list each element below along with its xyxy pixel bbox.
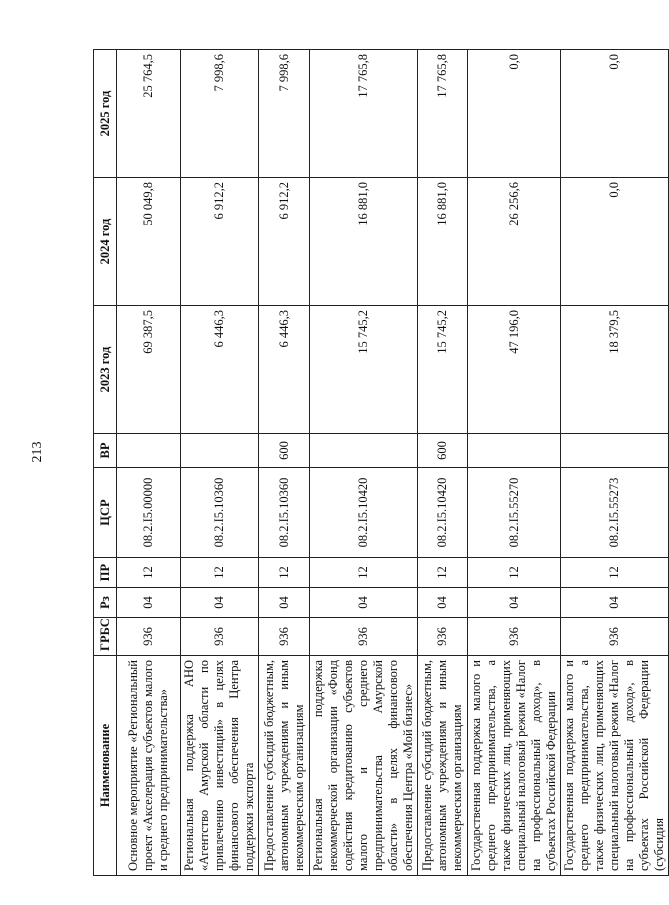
cell-2025: 0,0	[468, 50, 561, 178]
cell-rz: 04	[561, 588, 669, 618]
page-number: 213	[30, 441, 45, 463]
cell-csr: 08.2.I5.55273	[561, 468, 669, 558]
cell-2025: 0,0	[561, 50, 669, 178]
header-2024: 2024 год	[94, 178, 117, 306]
cell-pr: 12	[468, 558, 561, 588]
cell-grbs: 936	[117, 618, 181, 656]
cell-name: Основное мероприятие «Региональный проект «Акселерация субъектов малого и среднего предпринимательства»	[117, 656, 181, 876]
cell-csr: 08.2.I5.10360	[181, 468, 259, 558]
cell-vr: 600	[418, 434, 468, 468]
cell-rz: 04	[181, 588, 259, 618]
cell-2023: 15 745,2	[418, 306, 468, 434]
cell-2025: 17 765,8	[418, 50, 468, 178]
cell-2023: 18 379,5	[561, 306, 669, 434]
cell-pr: 12	[117, 558, 181, 588]
cell-2023: 6 446,3	[181, 306, 259, 434]
header-name: Наименование	[94, 656, 117, 876]
cell-grbs: 936	[561, 618, 669, 656]
cell-name: Предоставление субсидий бюджетным, автономным учреждениям и иным некоммерческим организациям	[418, 656, 468, 876]
cell-2023: 6 446,3	[259, 306, 310, 434]
table-row	[310, 50, 418, 876]
cell-pr: 12	[181, 558, 259, 588]
header-grbs: ГРБС	[94, 618, 117, 656]
cell-pr: 12	[310, 558, 418, 588]
cell-pr: 12	[561, 558, 669, 588]
cell-2023: 15 745,2	[310, 306, 418, 434]
cell-csr: 08.2.I5.55270	[468, 468, 561, 558]
header-row	[94, 50, 117, 876]
cell-name: Государственная поддержка малого и среднего предпринимательства, а также физических лиц, применяющих специальный налоговый режим «Налог на профессиональный доход», в субъектах Российской Федерации	[468, 656, 561, 876]
budget-table	[93, 49, 669, 876]
cell-pr: 12	[418, 558, 468, 588]
cell-rz: 04	[259, 588, 310, 618]
cell-2024: 0,0	[561, 178, 669, 306]
cell-vr	[310, 434, 418, 468]
cell-name: Предоставление субсидий бюджетным, автономным учреждениям и иным некоммерческим организациям	[259, 656, 310, 876]
table-row	[259, 50, 310, 876]
header-2023: 2023 год	[94, 306, 117, 434]
cell-rz: 04	[310, 588, 418, 618]
cell-2023: 69 387,5	[117, 306, 181, 434]
cell-vr	[181, 434, 259, 468]
cell-vr: 600	[259, 434, 310, 468]
cell-grbs: 936	[181, 618, 259, 656]
header-vr: ВР	[94, 434, 117, 468]
cell-2023: 47 196,0	[468, 306, 561, 434]
cell-2025: 7 998,6	[259, 50, 310, 178]
cell-csr: 08.2.I5.10420	[310, 468, 418, 558]
cell-csr: 08.2.I5.10420	[418, 468, 468, 558]
cell-2024: 16 881,0	[310, 178, 418, 306]
cell-grbs: 936	[468, 618, 561, 656]
header-csr: ЦСР	[94, 468, 117, 558]
cell-rz: 04	[117, 588, 181, 618]
cell-2025: 7 998,6	[181, 50, 259, 178]
cell-2025: 25 764,5	[117, 50, 181, 178]
cell-vr	[468, 434, 561, 468]
table-row	[418, 50, 468, 876]
cell-grbs: 936	[418, 618, 468, 656]
cell-2024: 50 049,8	[117, 178, 181, 306]
cell-name: Государственная поддержка малого и среднего предпринимательства, а также физических лиц, применяющих специальный налоговый режим «Налог на профессиональный доход», в субъектах Российской Федерации (субсидия	[561, 656, 669, 876]
table-row	[468, 50, 561, 876]
cell-vr	[117, 434, 181, 468]
cell-vr	[561, 434, 669, 468]
cell-csr: 08.2.I5.00000	[117, 468, 181, 558]
cell-grbs: 936	[310, 618, 418, 656]
header-2025: 2025 год	[94, 50, 117, 178]
cell-2024: 6 912,2	[181, 178, 259, 306]
cell-name: Региональная поддержка некоммерческой организации «Фонд содействия кредитованию субъектов малого и среднего предпринимательства Амурской области» в целях финансового обеспечения Центра «Мой бизнес»	[310, 656, 418, 876]
cell-2025: 17 765,8	[310, 50, 418, 178]
header-pr: ПР	[94, 558, 117, 588]
rotated-table-container	[93, 50, 666, 876]
table-row	[561, 50, 669, 876]
cell-rz: 04	[418, 588, 468, 618]
cell-pr: 12	[259, 558, 310, 588]
table-row	[117, 50, 181, 876]
table-row	[181, 50, 259, 876]
cell-2024: 26 256,6	[468, 178, 561, 306]
cell-rz: 04	[468, 588, 561, 618]
cell-grbs: 936	[259, 618, 310, 656]
cell-name: Региональная поддержка АНО «Агентство Амурской области по привлечению инвестиций» в целях финансового обеспечения Центра поддержки экспорта	[181, 656, 259, 876]
cell-2024: 16 881,0	[418, 178, 468, 306]
cell-2024: 6 912,2	[259, 178, 310, 306]
header-rz: Рз	[94, 588, 117, 618]
cell-csr: 08.2.I5.10360	[259, 468, 310, 558]
